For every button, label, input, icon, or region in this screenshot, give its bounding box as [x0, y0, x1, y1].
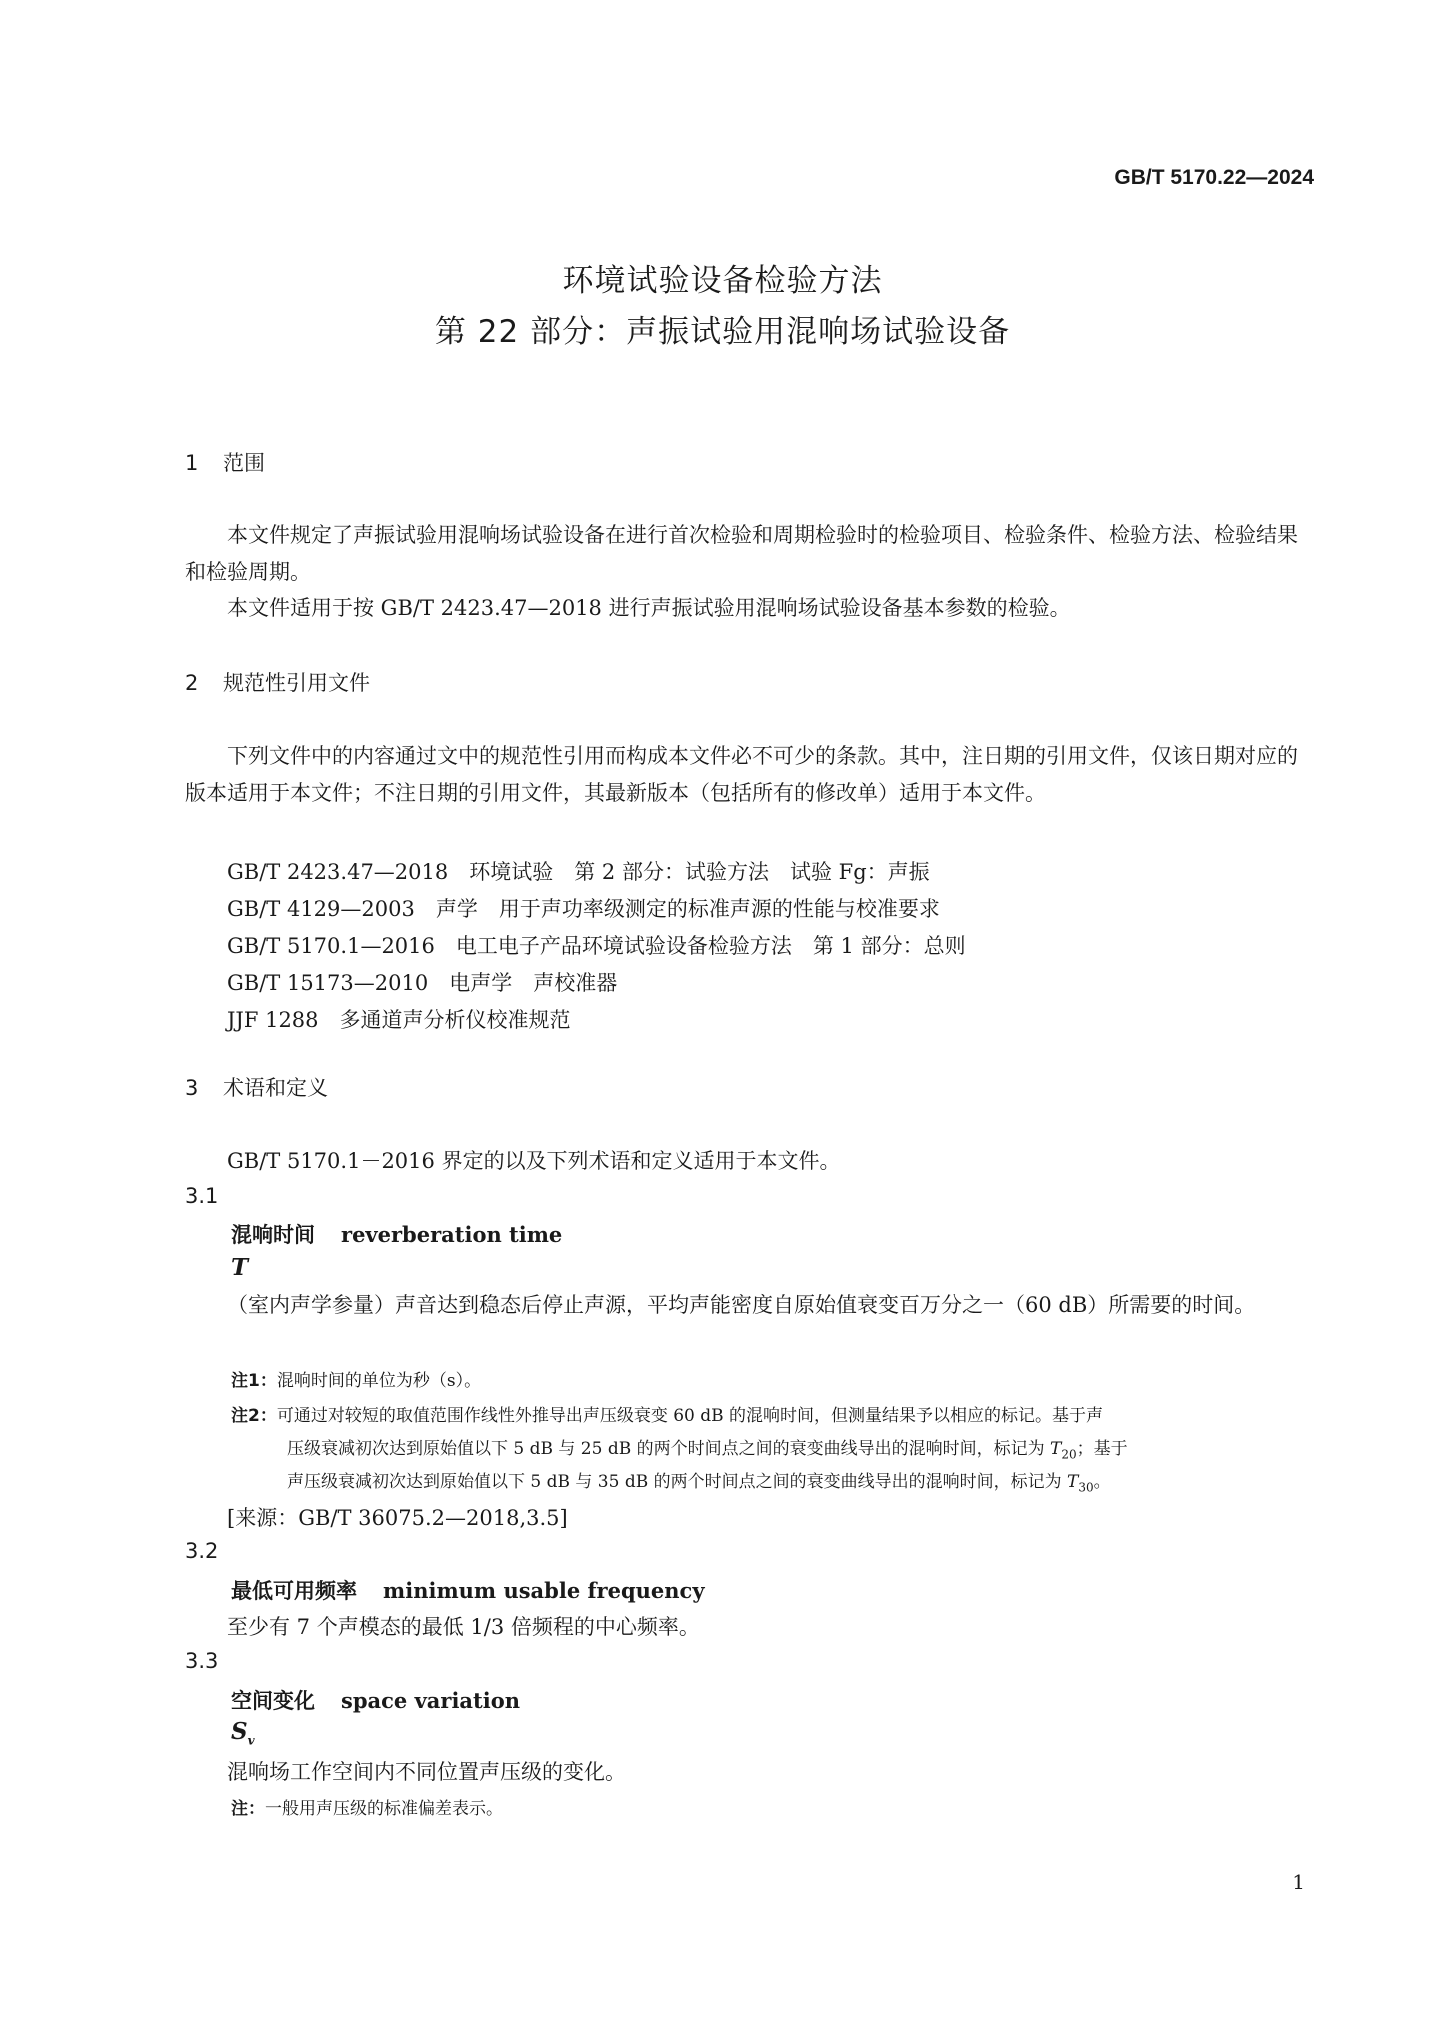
section-title: 术语和定义: [223, 1076, 328, 1100]
symbol-t: T: [1067, 1472, 1079, 1492]
note-2-continued: [287, 1467, 1111, 1494]
term-definition: 混响场工作空间内不同位置声压级的变化。: [227, 1760, 626, 1784]
reference-item: GB/T 4129—2003 声学 用于声功率级测定的标准声源的性能与校准要求: [227, 897, 940, 921]
note-label: 注1：: [231, 1371, 277, 1391]
section-3-heading: [185, 1072, 328, 1102]
term-zh: 空间变化: [231, 1689, 315, 1713]
term-heading: [231, 1685, 520, 1715]
document-title-line2: 第 22 部分：声振试验用混响场试验设备: [434, 314, 1011, 350]
note: [231, 1794, 503, 1819]
note-label: 注2：: [231, 1406, 277, 1426]
document-title-line1: 环境试验设备检验方法: [562, 263, 883, 299]
section-2-para-1: 下列文件中的内容通过文中的规范性引用而构成本文件必不可少的条款。其中，注日期的引用文件，仅该日期对应的版本适用于本文件；不注日期的引用文件，其最新版本（包括所有的修改单）适用于本文件。: [185, 744, 1298, 805]
note-text: 混响时间的单位为秒（s）。: [276, 1371, 482, 1391]
term-en: minimum usable frequency: [383, 1578, 705, 1603]
reference-item: GB/T 15173—2010 电声学 声校准器: [227, 971, 618, 995]
term-zh: 最低可用频率: [231, 1579, 357, 1603]
term-definition: （室内声学参量）声音达到稳态后停止声源，平均声能密度自原始值衰变百万分之一（60 dB）所需要的时间。: [227, 1293, 1256, 1317]
section-1-para-2: 本文件适用于按 GB/T 2423.47—2018 进行声振试验用混响场试验设备基本参数的检验。: [227, 596, 1071, 620]
note-label: 注：: [231, 1799, 265, 1819]
reference-item: GB/T 2423.47—2018 环境试验 第 2 部分：试验方法 试验 Fg：声振: [227, 860, 930, 884]
page-number: 1: [1292, 1870, 1305, 1894]
source-citation: [来源：GB/T 36075.2—2018,3.5]: [227, 1506, 568, 1530]
section-title: 规范性引用文件: [223, 671, 370, 695]
term-definition: 至少有 7 个声模态的最低 1/3 倍频程的中心频率。: [227, 1615, 700, 1639]
symbol-subscript: v: [247, 1733, 255, 1748]
section-title: 范围: [223, 451, 265, 475]
note-text: 可通过对较短的取值范围作线性外推导出声压级衰变 60 dB 的混响时间，但测量结果予以相应的标记。基于声: [276, 1406, 1104, 1426]
section-3-intro: GB/T 5170.1－2016 界定的以及下列术语和定义适用于本文件。: [227, 1149, 841, 1173]
symbol-subscript: 30: [1078, 1480, 1094, 1495]
term-number: 3.1: [185, 1184, 219, 1208]
term-symbol: [231, 1718, 255, 1748]
symbol-s: S: [231, 1718, 248, 1745]
note-text: ；基于: [1076, 1439, 1128, 1459]
section-number: 1: [185, 451, 199, 475]
section-1-para-1: 本文件规定了声振试验用混响场试验设备在进行首次检验和周期检验时的检验项目、检验条件、检验方法、检验结果和检验周期。: [185, 523, 1298, 584]
section-1-heading: [185, 447, 265, 477]
symbol-t: T: [1050, 1439, 1062, 1459]
note-2-continued: [287, 1434, 1128, 1461]
term-symbol: T: [231, 1254, 249, 1281]
term-heading: [231, 1219, 562, 1249]
note-2: [231, 1401, 1103, 1426]
note-text: 。: [1093, 1472, 1111, 1492]
term-heading: [231, 1575, 705, 1605]
term-en: space variation: [341, 1688, 520, 1713]
note-text: 压级衰减初次达到原始值以下 5 dB 与 25 dB 的两个时间点之间的衰变曲线导出的混响时间，标记为: [287, 1439, 1051, 1459]
term-number: 3.2: [185, 1539, 219, 1563]
standard-code: GB/T 5170.22—2024: [1114, 166, 1314, 189]
note-1: [231, 1366, 481, 1391]
reference-item: GB/T 5170.1—2016 电工电子产品环境试验设备检验方法 第 1 部分：总则: [227, 934, 966, 958]
note-text: 声压级衰减初次达到原始值以下 5 dB 与 35 dB 的两个时间点之间的衰变曲线导出的混响时间，标记为: [287, 1472, 1068, 1492]
section-number: 2: [185, 671, 199, 695]
section-2-heading: [185, 667, 370, 697]
section-number: 3: [185, 1076, 199, 1100]
symbol-subscript: 20: [1061, 1447, 1077, 1462]
note-text: 一般用声压级的标准偏差表示。: [265, 1799, 503, 1819]
term-en: reverberation time: [341, 1222, 563, 1247]
term-number: 3.3: [185, 1649, 219, 1673]
reference-item: JJF 1288 多通道声分析仪校准规范: [227, 1008, 571, 1032]
term-zh: 混响时间: [231, 1223, 315, 1247]
